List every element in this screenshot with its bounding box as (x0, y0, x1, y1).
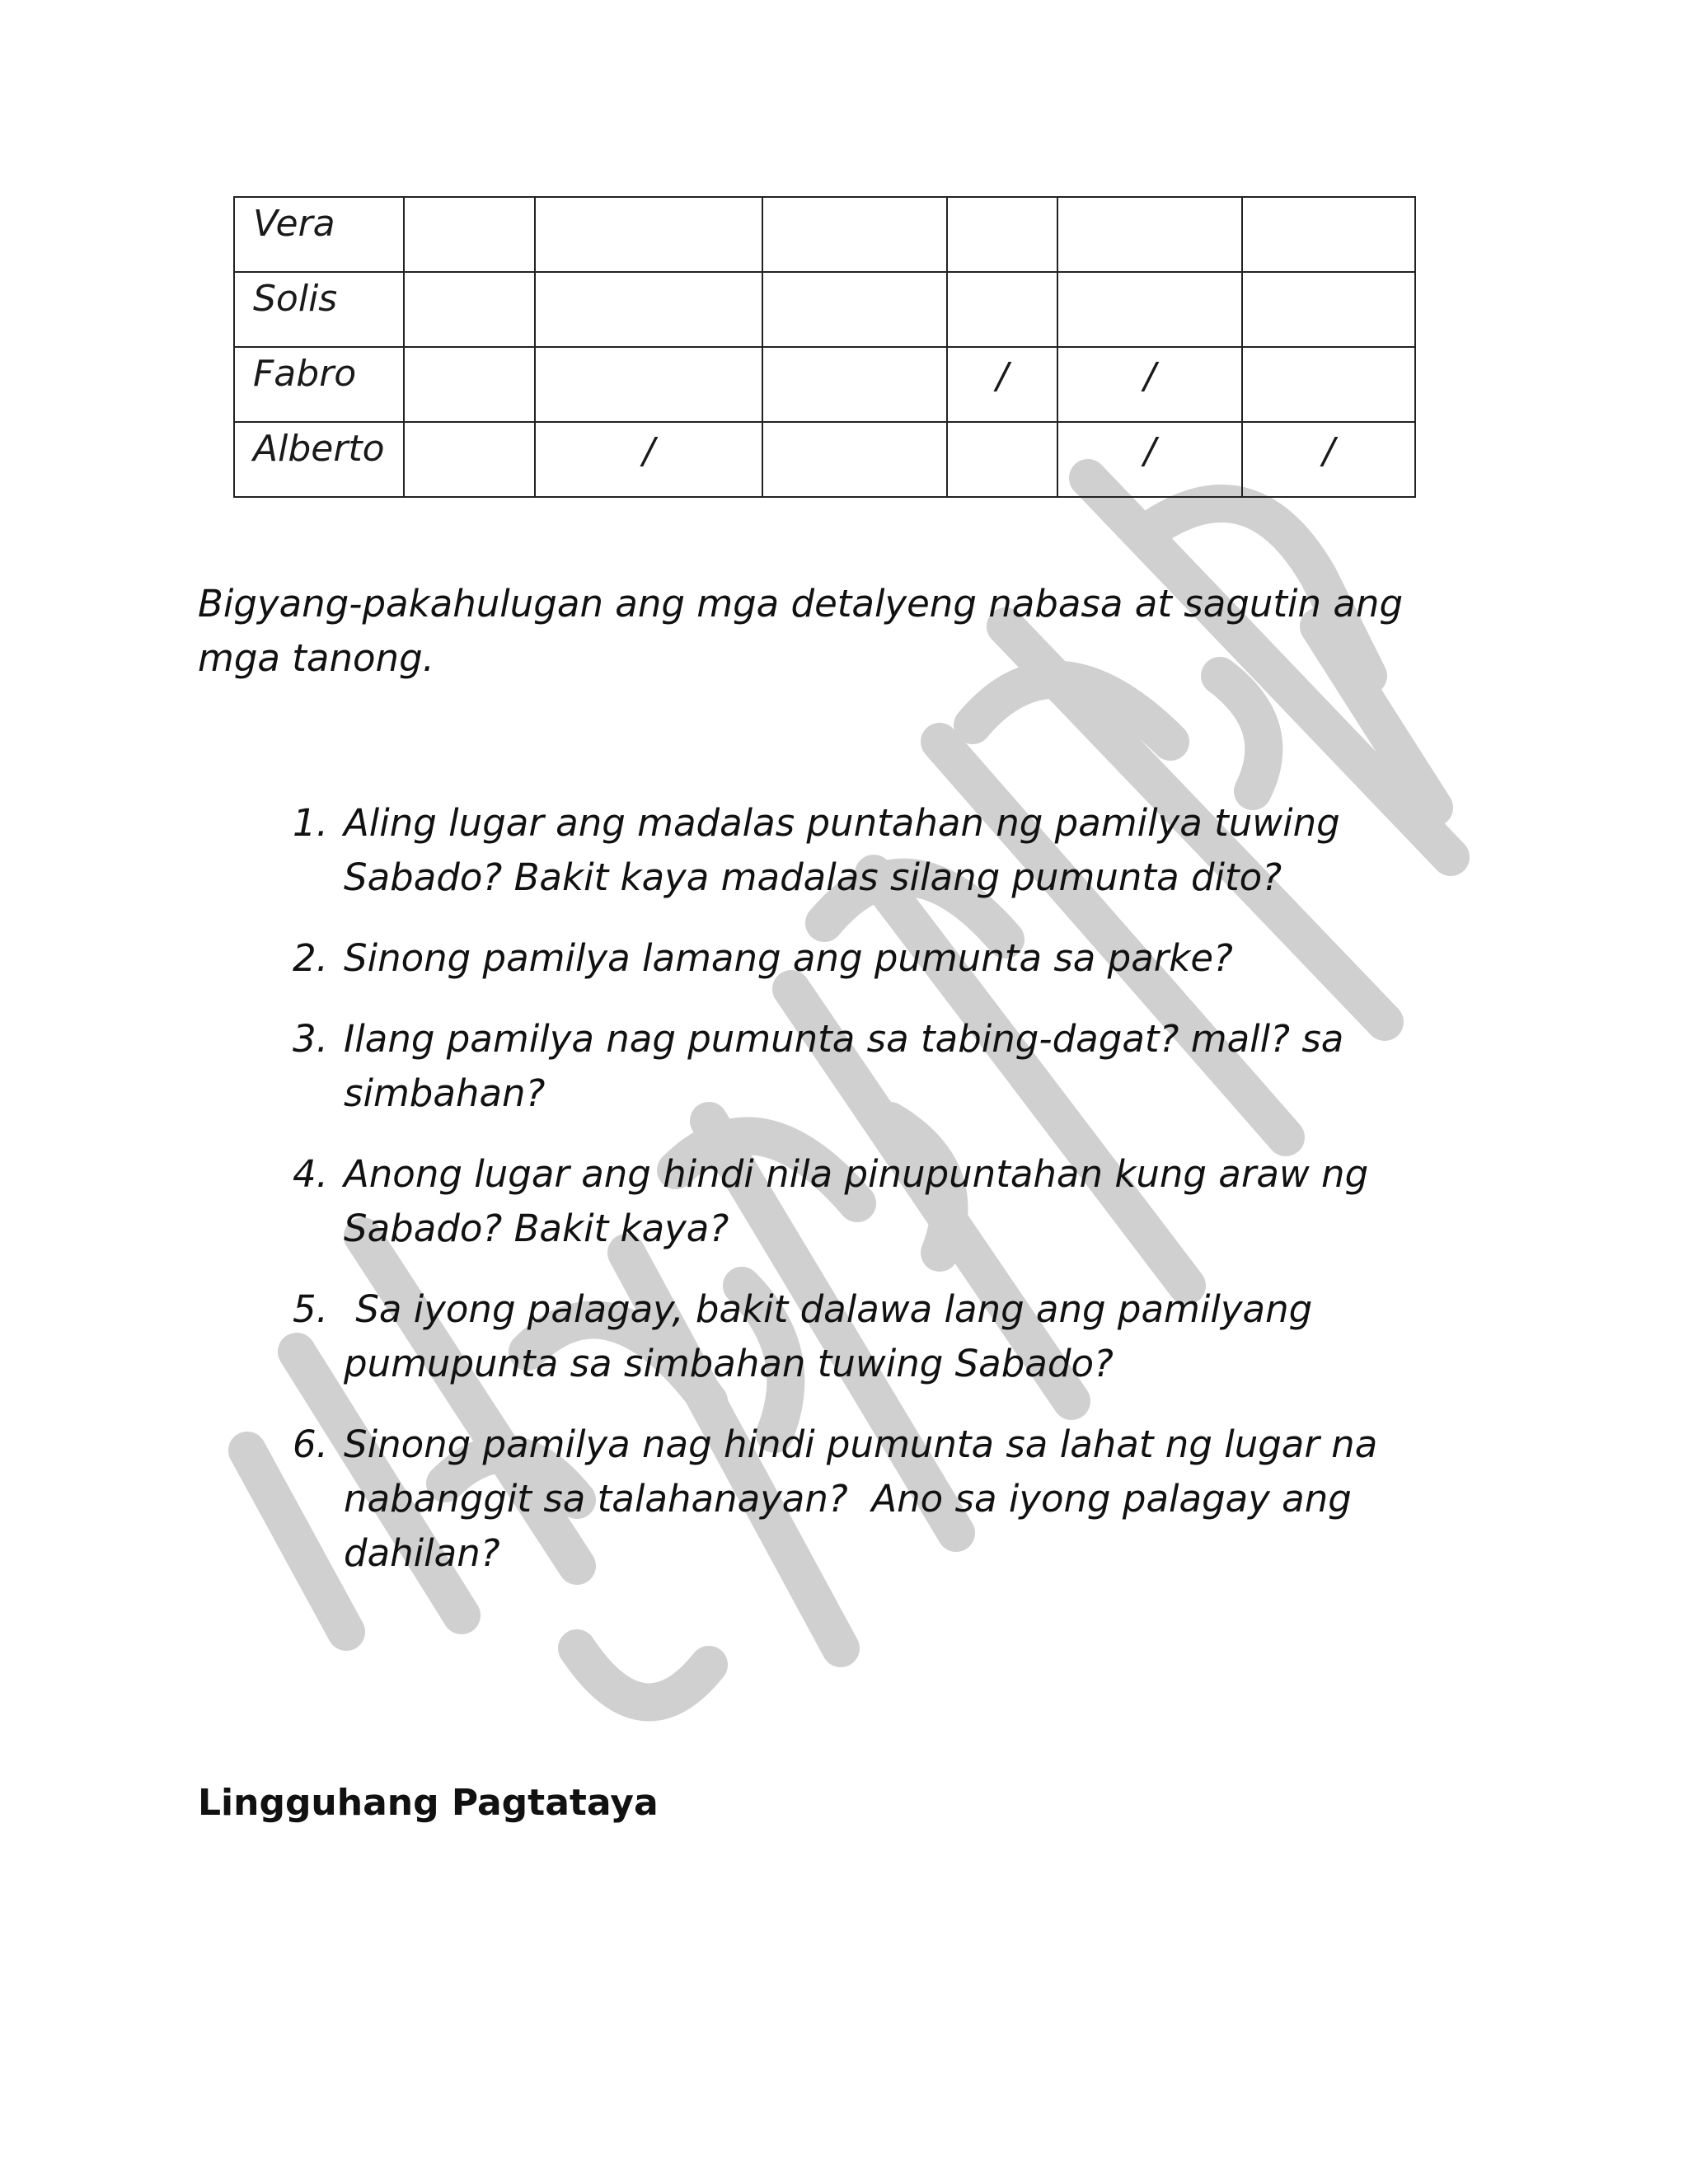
question-text: Sinong pamilya nag hindi pumunta sa lahat ng lugar na nabanggit sa talahanayan? Ano sa iyong palagay ang dahilan? (344, 1422, 1390, 1575)
question-text: Sa iyong palagay, bakit dalawa lang ang pamilyang pumupunta sa simbahan tuwing Sabado? (344, 1287, 1325, 1385)
mark-cell (947, 422, 1057, 497)
mark-cell (404, 272, 535, 347)
question-list (293, 796, 1463, 1607)
mark-cell (404, 347, 535, 422)
question-number: 6. (293, 1422, 328, 1466)
question-number: 4. (293, 1152, 328, 1196)
mark-cell: / (947, 347, 1057, 422)
mark-cell (947, 272, 1057, 347)
question-item (293, 1418, 1463, 1581)
families-table (233, 196, 1416, 498)
mark-cell (535, 272, 762, 347)
mark-cell (762, 422, 947, 497)
mark-cell: / (1057, 422, 1242, 497)
mark-cell (947, 197, 1057, 272)
table-row (234, 197, 1415, 272)
families-table-wrap (233, 196, 1416, 498)
mark-cell: / (1057, 347, 1242, 422)
table-row (234, 347, 1415, 422)
question-item (293, 1282, 1463, 1391)
mark-cell (762, 197, 947, 272)
instruction-text: Bigyang-pakahulugan ang mga detalyeng nabasa at sagutin ang mga tanong. (198, 582, 1404, 680)
mark-cell (1242, 197, 1415, 272)
question-item (293, 796, 1463, 905)
question-number: 3. (293, 1017, 328, 1061)
mark-cell (1057, 272, 1242, 347)
mark-cell (404, 422, 535, 497)
mark-cell (1242, 347, 1415, 422)
table-row (234, 272, 1415, 347)
mark-cell: / (1242, 422, 1415, 497)
mark-cell (1057, 197, 1242, 272)
family-name-cell: Vera (234, 197, 404, 272)
mark-cell (762, 347, 947, 422)
question-text: Anong lugar ang hindi nila pinupuntahan kung araw ng Sabado? Bakit kaya? (344, 1152, 1369, 1250)
mark-cell (535, 347, 762, 422)
mark-cell (762, 272, 947, 347)
family-name-cell: Solis (234, 272, 404, 347)
question-text: Aling lugar ang madalas puntahan ng pamilya tuwing Sabado? Bakit kaya madalas silang pumunta dito? (344, 801, 1340, 899)
question-item (293, 931, 1463, 986)
table-row (234, 422, 1415, 497)
question-text: Sinong pamilya lamang ang pumunta sa parke? (344, 936, 1233, 980)
question-item (293, 1012, 1463, 1121)
family-name-cell: Alberto (234, 422, 404, 497)
question-number: 2. (293, 936, 328, 980)
question-text: Ilang pamilya nag pumunta sa tabing-dagat? mall? sa simbahan? (344, 1017, 1344, 1115)
mark-cell (404, 197, 535, 272)
mark-cell (1242, 272, 1415, 347)
mark-cell: / (535, 422, 762, 497)
question-number: 1. (293, 801, 328, 845)
family-name-cell: Fabro (234, 347, 404, 422)
section-heading: Lingguhang Pagtataya (198, 1782, 659, 1824)
question-number: 5. (293, 1287, 328, 1331)
question-item (293, 1147, 1463, 1256)
mark-cell (535, 197, 762, 272)
